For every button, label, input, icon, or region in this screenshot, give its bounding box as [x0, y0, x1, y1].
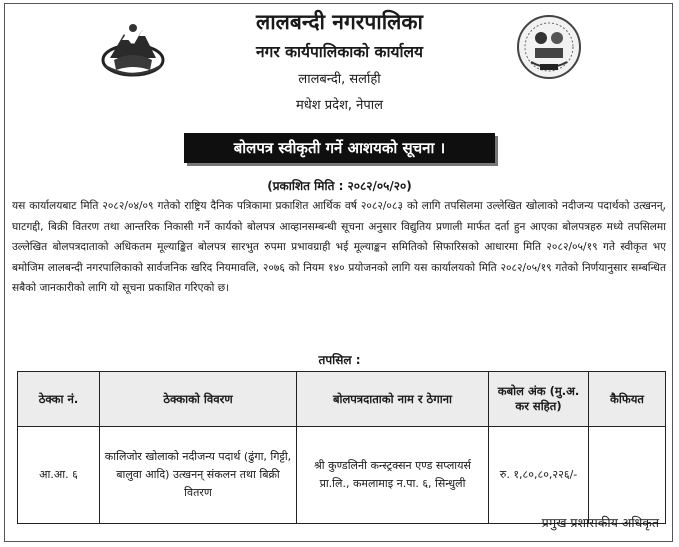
header-contract-no: ठेक्का नं.	[18, 372, 100, 427]
cell-remarks	[589, 427, 666, 524]
cell-amount: रु. १,८०,८०,२२६/-	[489, 427, 589, 524]
header-bidder: बोलपत्रदाताको नाम र ठेगाना	[297, 372, 489, 427]
notice-body	[12, 196, 666, 299]
header-description: ठेक्काको विवरण	[100, 372, 297, 427]
published-date: (प्रकाशित मिति : २०८२/०५/२०)	[267, 179, 412, 193]
signature-title: प्रमुख प्रशासकीय अधिकृत	[541, 515, 659, 530]
notice-title: बोलपत्र स्वीकृती गर्ने आशयको सूचना ।	[184, 133, 495, 163]
cell-bidder: श्री कुण्डलिनी कन्स्ट्रक्सन एण्ड सप्लायर्स प्रा.लि., कमलामाइ न.पा. ६, सिन्धुली	[297, 427, 489, 524]
municipality-name: लालबन्दी नगरपालिका	[256, 10, 423, 34]
notice-paragraph: यस कार्यालयबाट मिति २०८२/०४/०९ गतेको राष्ट्रिय दैनिक पत्रिकामा प्रकाशित आर्थिक वर्ष २०८२/०८३ को लागि तपसिलमा उल्लेखित खोलाको नदीजन्य पदार्थको उत्खनन्, घाटगद्दी, बिक्री वितरण तथा आन्तरिक निकासी गर्ने कार्यको बोलपत्र आव्हानसम्बन्धी सूचना अनुसार विद्युतिय प्रणाली मार्फत दर्ता हुन आएका बोलपत्रहरु मध्ये तपसिलमा उल्लेखित बोलपत्रदाताको अधिकतम मूल्याङ्कित बोलपत्र सारभुत रुपमा प्रभावग्राही भई मूल्याङ्कन समितिको सिफारिसको आधारमा मिति २०८२/०५/१९ गते स्वीकृत भए बमोजिम लालबन्दी नगरपालिकाको सार्वजनिक खरिद नियमावलि, २०७६ को नियम १४० प्रयोजनको लागि यस कार्यालयको मिति २०८२/०५/१९ गतेको निर्णयानुसार सम्बन्धित सबैको जानकारीको लागि यो सूचना प्रकाशित गरिएको छ।	[12, 200, 666, 295]
office-name: नगर कार्यपालिकाको कार्यालय	[256, 43, 423, 61]
cell-contract-no: आ.आ. ६	[18, 427, 100, 524]
table-header-row	[18, 372, 666, 427]
cell-description: कालिजोर खोलाको नदीजन्य पदार्थ (ढुंगा, गिट्टी, बालुवा आदि) उत्खनन् संकलन तथा बिक्री वितरण	[100, 427, 297, 524]
table-title: तपसिल :	[318, 353, 361, 367]
header-amount: कबोल अंक (मु.अ. कर सहित)	[489, 372, 589, 427]
province-name: मधेश प्रदेश, नेपाल	[296, 98, 383, 113]
table-row	[18, 427, 666, 524]
details-table	[17, 371, 666, 524]
office-location: लालबन्दी, सर्लाही	[298, 72, 381, 87]
header-remarks: कैफियत	[589, 372, 666, 427]
